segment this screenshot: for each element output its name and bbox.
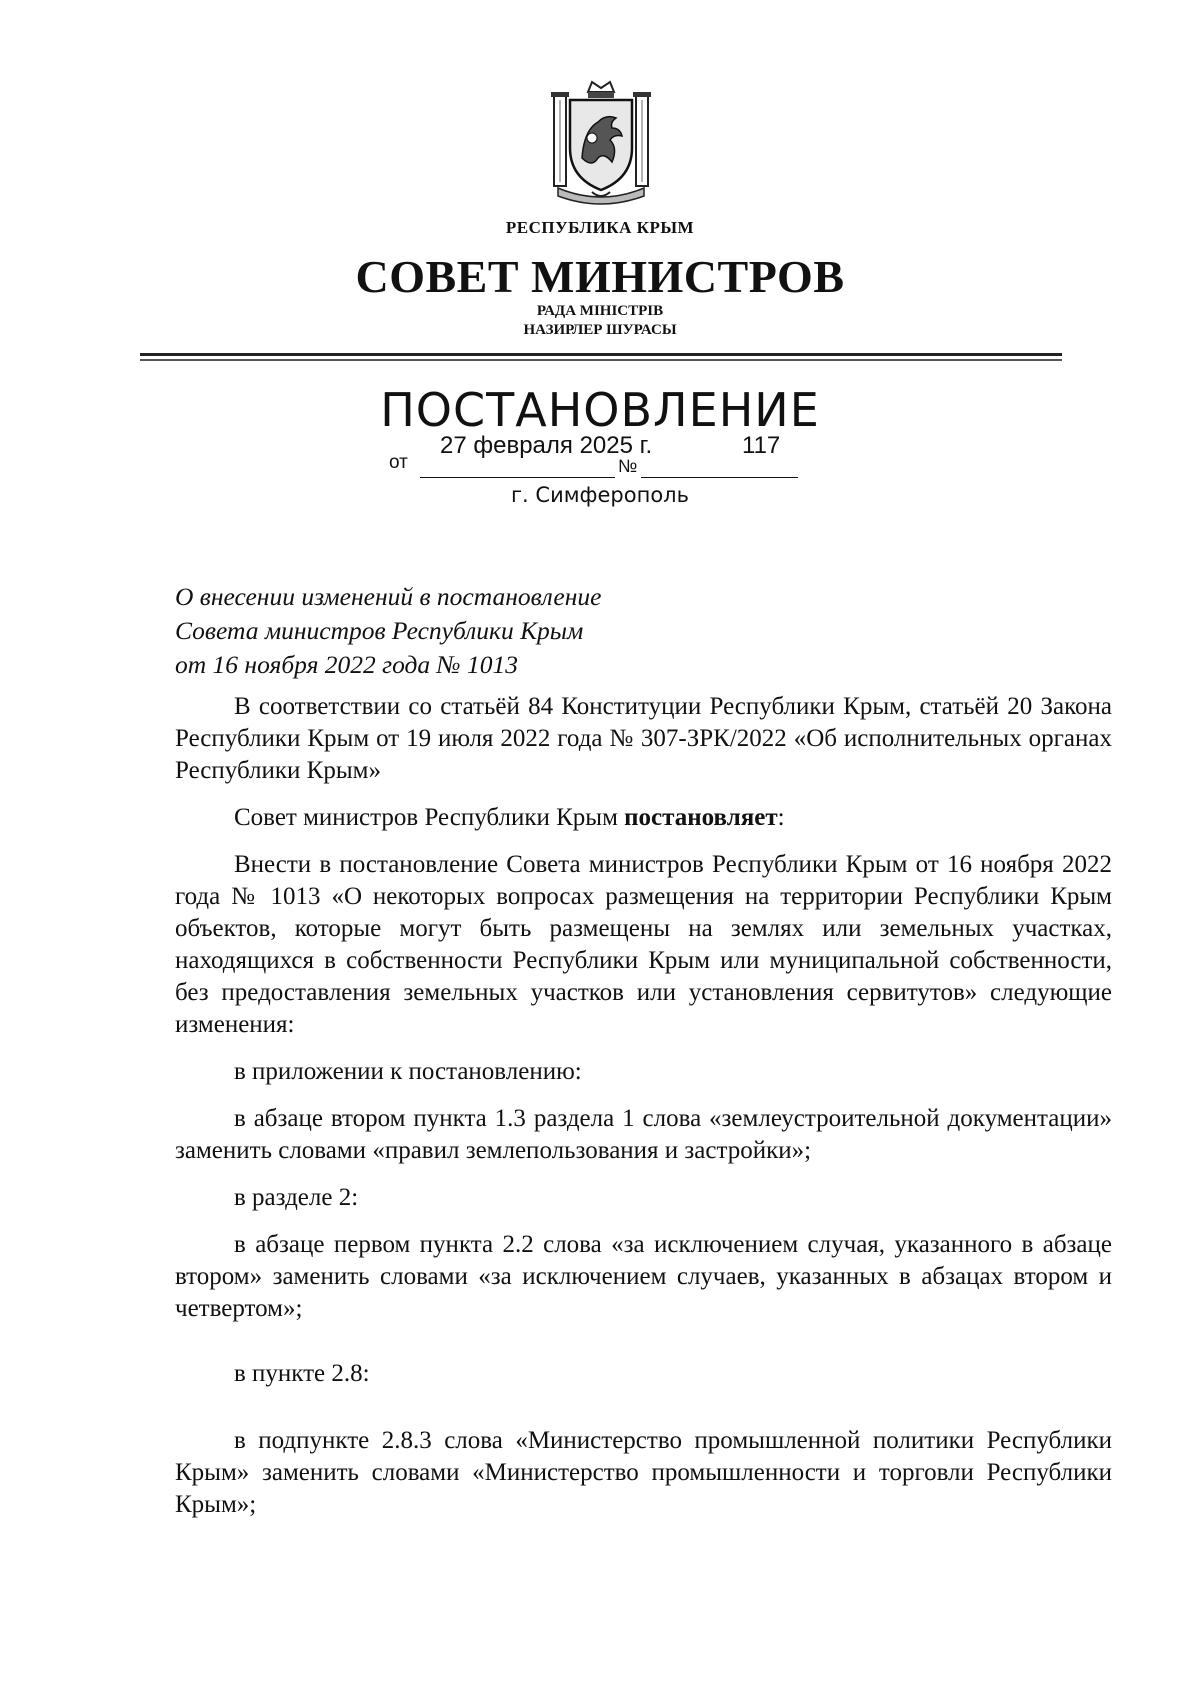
- title-line: от 16 ноября 2022 года № 1013: [175, 650, 518, 679]
- city-name: г. Симферополь: [511, 483, 689, 507]
- title-line: Совета министров Республики Крым: [175, 616, 584, 645]
- date-number-row: [0, 432, 1200, 482]
- decree-title: [175, 580, 601, 682]
- list-item: в пункте 2.8:: [234, 1360, 370, 1387]
- date-prefix: от: [389, 452, 408, 473]
- number-sign: №: [618, 456, 638, 476]
- title-line: О внесении изменений в постановление: [175, 582, 602, 611]
- list-item: в подпункте 2.8.3 слова «Министерство промышленной политики Республики Крым» заменить словами «Министерство промышленности и торговли Республики Крым»;: [175, 1427, 1112, 1518]
- amendment-intro-paragraph: Внести в постановление Совета министров Республики Крым от 16 ноября 2022 года № 1013 «О некоторых вопросах размещения на территории Республики Крым объектов, которые могут быть размещены на землях или земельных участках, находящихся в собственности Республики Крым или муниципальной собственности, без предоставления земельных участков или установления сервитутов» следующие изменения:: [175, 851, 1112, 1038]
- decree-date: 27 февраля 2025 г.: [440, 432, 653, 459]
- council-name: СОВЕТ МИНИСТРОВ: [355, 251, 845, 302]
- republic-name: РЕСПУБЛИКА КРЫМ: [505, 218, 695, 237]
- preamble-paragraph: В соответствии со статьёй 84 Конституции Республики Крым, статьёй 20 Закона Республики Крым от 19 июля 2022 года № 307-ЗРК/2022 «Об исполнительных органах Республики Крым»: [175, 693, 1112, 784]
- date-underline: [420, 477, 615, 478]
- header-divider-thin: [140, 359, 1062, 361]
- list-item: в приложении к постановлению:: [234, 1058, 582, 1085]
- decree-body: [175, 691, 1112, 1521]
- council-name-ukrainian: РАДА МІНІСТРІВ: [536, 303, 664, 319]
- resolution-paragraph: [175, 802, 1112, 834]
- resolution-text: Совет министров Республики Крым: [234, 804, 625, 831]
- council-name-crimean-tatar: НАЗИРЛЕР ШУРАСЫ: [523, 322, 677, 338]
- document-type-heading: ПОСТАНОВЛЕНИЕ: [380, 383, 820, 437]
- list-item: в абзаце первом пункта 2.2 слова «за исключением случая, указанного в абзаце втором» заменить словами «за исключением случаев, указанных в абзацах втором и четвертом»;: [175, 1231, 1112, 1322]
- list-item: в разделе 2:: [234, 1184, 359, 1211]
- resolution-verb: постановляет: [624, 804, 778, 831]
- resolution-colon: :: [777, 804, 785, 831]
- header-divider: [140, 353, 1062, 356]
- number-underline: [641, 477, 798, 478]
- decree-number: 117: [742, 432, 781, 459]
- list-item: в абзаце втором пункта 1.3 раздела 1 слова «землеустроительной документации» заменить словами «правил землепользования и застройки»;: [175, 1105, 1112, 1164]
- crimea-coat-of-arms-icon: [548, 78, 654, 206]
